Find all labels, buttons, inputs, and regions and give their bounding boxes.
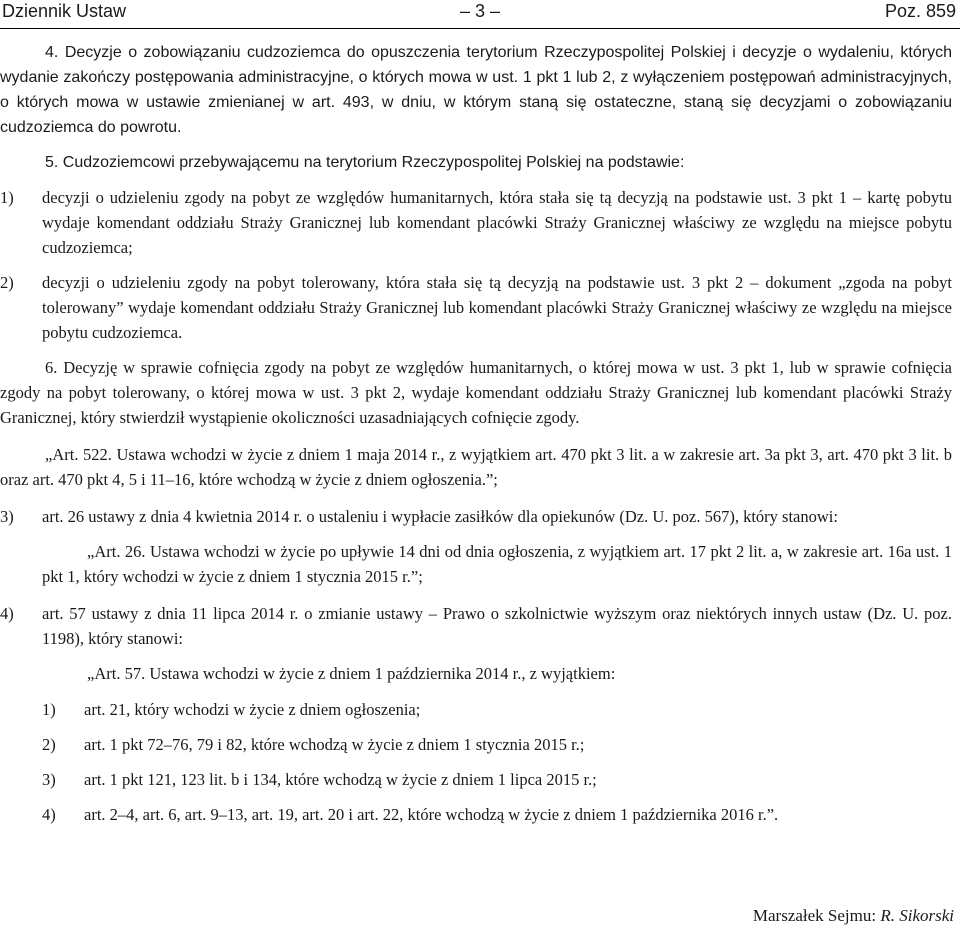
- list-item: [0, 504, 952, 529]
- signature-name: R. Sikorski: [880, 906, 954, 925]
- page-header: [0, 0, 960, 29]
- list-item-text: art. 26 ustawy z dnia 4 kwietnia 2014 r. o ustaleniu i wypłacie zasiłków dla opiekunów (Dz. U. poz. 567), który stanowi:: [42, 507, 838, 526]
- list-item: [42, 802, 952, 827]
- journal-title: Dziennik Ustaw: [2, 1, 127, 21]
- list-item-text: art. 1 pkt 121, 123 lit. b i 134, które wchodzą w życie z dniem 1 lipca 2015 r.;: [84, 770, 597, 789]
- quoted-article-522: [0, 442, 952, 492]
- signature-block: [753, 905, 954, 927]
- article-57-exceptions: [42, 697, 952, 827]
- list-item-number: 1): [42, 700, 56, 719]
- paragraph-4: 4. Decyzje o zobowiązaniu cudzoziemca do opuszczenia terytorium Rzeczypospolitej Polskiej i decyzje o wydaleniu, których wydanie zakończy postępowania administracyjne, o których mowa w ust. 1 pkt 1 lub 2, z wyłączeniem postępowań administracyjnych, o których mowa w ustawie zmienianej w art. 493, w dniu, w którym staną się ostateczne, staną się decyzjami o zobowiązaniu cudzoziemca do powrotu.: [0, 44, 952, 136]
- list-item: [42, 732, 952, 757]
- list-item-text: art. 21, który wchodzi w życie z dniem ogłoszenia;: [84, 700, 421, 719]
- list-item: [42, 697, 952, 722]
- position-number: Poz. 859: [884, 1, 956, 21]
- article-522-text: Art. 522. Ustawa wchodzi w życie z dniem 1 maja 2014 r., z wyjątkiem art. 470 pkt 3 lit. a w zakresie art. 3a pkt 3, art. 470 pkt 3 lit. b oraz art. 470 pkt 4, 5 i 11–16, które wchodzą w życie z dniem ogłoszenia.”;: [0, 445, 952, 489]
- list-item: [0, 601, 952, 651]
- list-item-number: 4): [42, 805, 56, 824]
- list-item-number: 2): [42, 735, 56, 754]
- list-item-text: decyzji o udzieleniu zgody na pobyt tolerowany, która stała się tą decyzją na podstawie ust. 3 pkt 2 – dokument „zgoda na pobyt tolerowany” wydaje komendant oddziału Straży Granicznej lub komendant placówki Straży Granicznej właściwy ze względu na miejsce pobytu cudzoziemca.: [42, 273, 952, 342]
- quoted-article-26: „Art. 26. Ustawa wchodzi w życie po upływie 14 dni od dnia ogłoszenia, z wyjątkiem art. 17 pkt 2 lit. a, w zakresie art. 16a ust. 1 pkt 1, który wchodzi w życie z dniem 1 stycznia 2015 r.”;: [42, 542, 952, 586]
- list-item-number: 1): [0, 188, 14, 207]
- paragraph-6: 6. Decyzję w sprawie cofnięcia zgody na pobyt ze względów humanitarnych, o której mowa w ust. 3 pkt 1, lub w sprawie cofnięcia zgody na pobyt tolerowany, o której mowa w ust. 3 pkt 2, wydaje komendant oddziału Straży Granicznej lub komendant placówki Straży Granicznej, który stwierdził wystąpienie okoliczności uzasadniających cofnięcie zgody.: [0, 358, 952, 427]
- signature-role: Marszałek Sejmu:: [752, 906, 877, 925]
- list-item-text: decyzji o udzieleniu zgody na pobyt ze względów humanitarnych, która stała się tą decyzją na podstawie ust. 3 pkt 1 – kartę pobytu wydaje komendant oddziału Straży Granicznej lub komendant placówki Straży Granicznej właściwy ze względu na miejsce pobytu cudzoziemca;: [42, 188, 952, 257]
- list-item: [0, 185, 952, 260]
- list-item-number: 3): [0, 507, 14, 526]
- list-item-number: 4): [0, 604, 14, 623]
- list-item: [0, 270, 952, 345]
- list-item-text: art. 2–4, art. 6, art. 9–13, art. 19, art. 20 i art. 22, które wchodzą w życie z dniem 1 października 2016 r.”.: [84, 805, 779, 824]
- list-item-number: 3): [42, 770, 56, 789]
- paragraph-5: 5. Cudzoziemcowi przebywającemu na terytorium Rzeczypospolitej Polskiej na podstawie:: [45, 154, 685, 171]
- document-body: [0, 40, 952, 837]
- list-item: [42, 767, 952, 792]
- quote-open-mark: „: [45, 445, 53, 464]
- list-item-text: art. 57 ustawy z dnia 11 lipca 2014 r. o zmianie ustawy – Prawo o szkolnictwie wyższym oraz niektórych innych ustaw (Dz. U. poz. 1198), który stanowi:: [42, 604, 952, 648]
- list-item-text: art. 1 pkt 72–76, 79 i 82, które wchodzą w życie z dniem 1 stycznia 2015 r.;: [84, 735, 585, 754]
- quoted-article-57: „Art. 57. Ustawa wchodzi w życie z dniem 1 października 2014 r., z wyjątkiem:: [87, 664, 616, 683]
- page-number: – 3 –: [459, 1, 501, 21]
- list-item-number: 2): [0, 273, 14, 292]
